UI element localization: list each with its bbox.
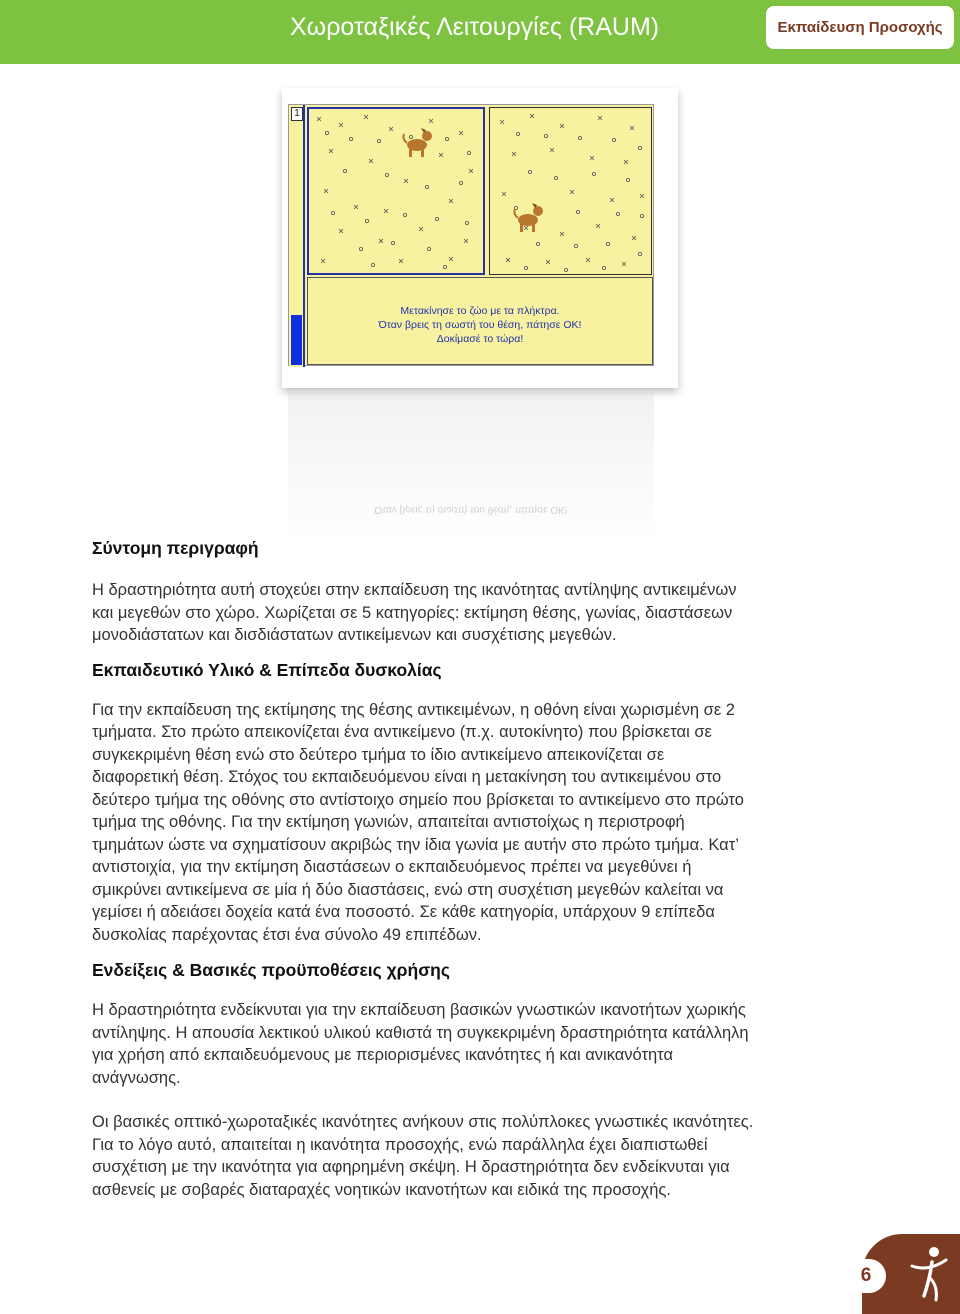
- instruction-line-3: Δοκίμασέ το τώρα!: [436, 333, 524, 345]
- text-line: Για την εκπαίδευση της εκτίμησης της θέσης αντικειμένων, η οθόνη είναι χωρισμένη σε 2: [92, 700, 735, 719]
- text-line: ασθενείς με σοβαρές διαταραχές νοητικών ικανοτήτων και ειδικά της προσοχής.: [92, 1180, 671, 1199]
- dog-icon: [403, 128, 432, 157]
- instruction-line-1: Μετακίνησε το ζώο με τα πλήκτρα.: [400, 305, 560, 317]
- reference-panel: [307, 107, 485, 275]
- text-line: τμήμα της οθόνης. Για την εκτίμηση γωνιών, απαιτείται αντιστοίχως η περιστροφή: [92, 813, 685, 831]
- instruction-line-2: Όταν βρεις τη σωστή του θέση, πάτησε ΟΚ!: [378, 319, 582, 331]
- target-scatter: [490, 108, 651, 274]
- text-line: και μεγεθών στο χώρο. Χωρίζεται σε 5 κατηγορίες: εκτίμηση θέσης, γωνίας, διαστάσεων: [92, 603, 733, 622]
- text-line: μονοδιάστατων και δισδιάστατων αντικείμενων και συσχέτισης μεγεθών.: [92, 626, 617, 644]
- summary-paragraph: [92, 579, 882, 647]
- instruction-panel: [307, 277, 653, 365]
- text-line: αντιστοιχία, για την εκτίμηση διαστάσεων ο εκπαιδευόμενος πρέπει να μεγεθύνει ή: [92, 858, 692, 876]
- level-sidebar: [289, 105, 305, 367]
- text-line: δεύτερο τμήμα της οθόνης στο αντίστοιχο σημείο που βρίσκεται το αντικείμενο στο πρώτο: [92, 790, 744, 809]
- text-line: Η δραστηριότητα αυτή στοχεύει στην εκπαίδευση της ικανότητας αντίληψης αντικειμένων: [92, 581, 737, 599]
- text-line: αντίληψης. Η απουσία λεκτικού υλικού καθιστά τη συγκεκριμένη δραστηριότητα κατάλληλη: [92, 1023, 749, 1042]
- target-panel: [489, 107, 652, 275]
- indications-paragraph-2: [92, 1111, 882, 1201]
- reference-scatter: [309, 109, 483, 273]
- text-line: συγκεκριμένη θέση ενώ στο δεύτερο τμήμα το ίδιο αντικείμενο απεικονίζεται σε: [92, 745, 665, 764]
- text-line: σμικρύνει αντικείμενα σε μία ή δύο διαστάσεις, ενώ στη συσχέτιση μεγεθών καλείται να: [92, 880, 724, 899]
- reflection-text: Όταν βρεις τη σωστή του θέση, πάτησε ΟΚ!: [374, 504, 568, 515]
- text-line: για χρήση από εκπαιδευόμενους με περιορισμένες ικανότητες ή και ανικανότητα: [92, 1046, 673, 1064]
- text-line: Οι βασικές οπτικό-χωροταξικές ικανότητες ανήκουν στις πολύπλοκες γνωστικές ικανότητες.: [92, 1113, 754, 1131]
- instruction-text: [308, 304, 652, 346]
- text-line: τμήματα. Στο πρώτο απεικονίζεται ένα αντικείμενο (π.χ. αυτοκίνητο) που βρίσκεται σε: [92, 723, 712, 741]
- page-title: Χωροταξικές Λειτουργίες (RAUM): [290, 13, 660, 41]
- section-heading-summary: Σύντομη περιγραφή: [92, 538, 259, 558]
- text-line: συσχέτιση με την ικανότητα για αφηρημένη σκέψη. Η δραστηριότητα δεν ενδείκνυται για: [92, 1158, 730, 1176]
- screenshot-canvas: [288, 104, 654, 366]
- dog-icon: [514, 203, 543, 232]
- screenshot-reflection: [282, 392, 678, 542]
- reference-marks: [317, 115, 473, 269]
- text-line: τμημάτων ώστε να σχηματίσουν ακριβώς την ίδια γωνία με αυτήν στο πρώτο τμήμα. Κατ’: [92, 835, 739, 854]
- article-body: [92, 538, 882, 1201]
- text-line: Η δραστηριότητα ενδείκνυται για την εκπαίδευση βασικών γνωστικών ικανοτήτων χωρικής: [92, 1001, 746, 1019]
- activity-screenshot: [282, 88, 678, 388]
- level-number: 1: [291, 107, 303, 121]
- section-heading-indications: Ενδείξεις & Βασικές προϋποθέσεις χρήσης: [92, 960, 450, 980]
- section-heading-material: Εκπαιδευτικό Υλικό & Επίπεδα δυσκολίας: [92, 659, 442, 680]
- text-line: ανάγνωσης.: [92, 1068, 181, 1087]
- category-badge-label: Εκπαίδευση Προσοχής: [777, 19, 943, 36]
- text-line: διαφορετική θέση. Στόχος του εκπαιδευόμενου είναι η μετακίνηση του αντικειμένου στο: [92, 768, 722, 786]
- progress-bar: [291, 315, 302, 365]
- person-logo-icon: [906, 1244, 952, 1304]
- text-line: δυσκολίας παρέχοντας έτσι ένα σύνολο 49 επιπέδων.: [92, 925, 482, 944]
- page-header: [0, 0, 960, 64]
- page-number: 6: [846, 1259, 886, 1293]
- target-marks: [500, 114, 644, 272]
- material-paragraph: [92, 699, 882, 947]
- category-badge: [766, 6, 954, 49]
- text-line: γεμίσει ή αδειάσει δοχεία κατά ένα ποσοστό. Σε κάθε κατηγορία, υπάρχουν 9 επίπεδα: [92, 903, 715, 921]
- reflection-gradient: [288, 392, 654, 542]
- text-line: Για το λόγο αυτό, απαιτείται η ικανότητα προσοχής, ενώ παράλληλα έχει διαπιστωθεί: [92, 1135, 708, 1154]
- indications-paragraph-1: [92, 999, 882, 1089]
